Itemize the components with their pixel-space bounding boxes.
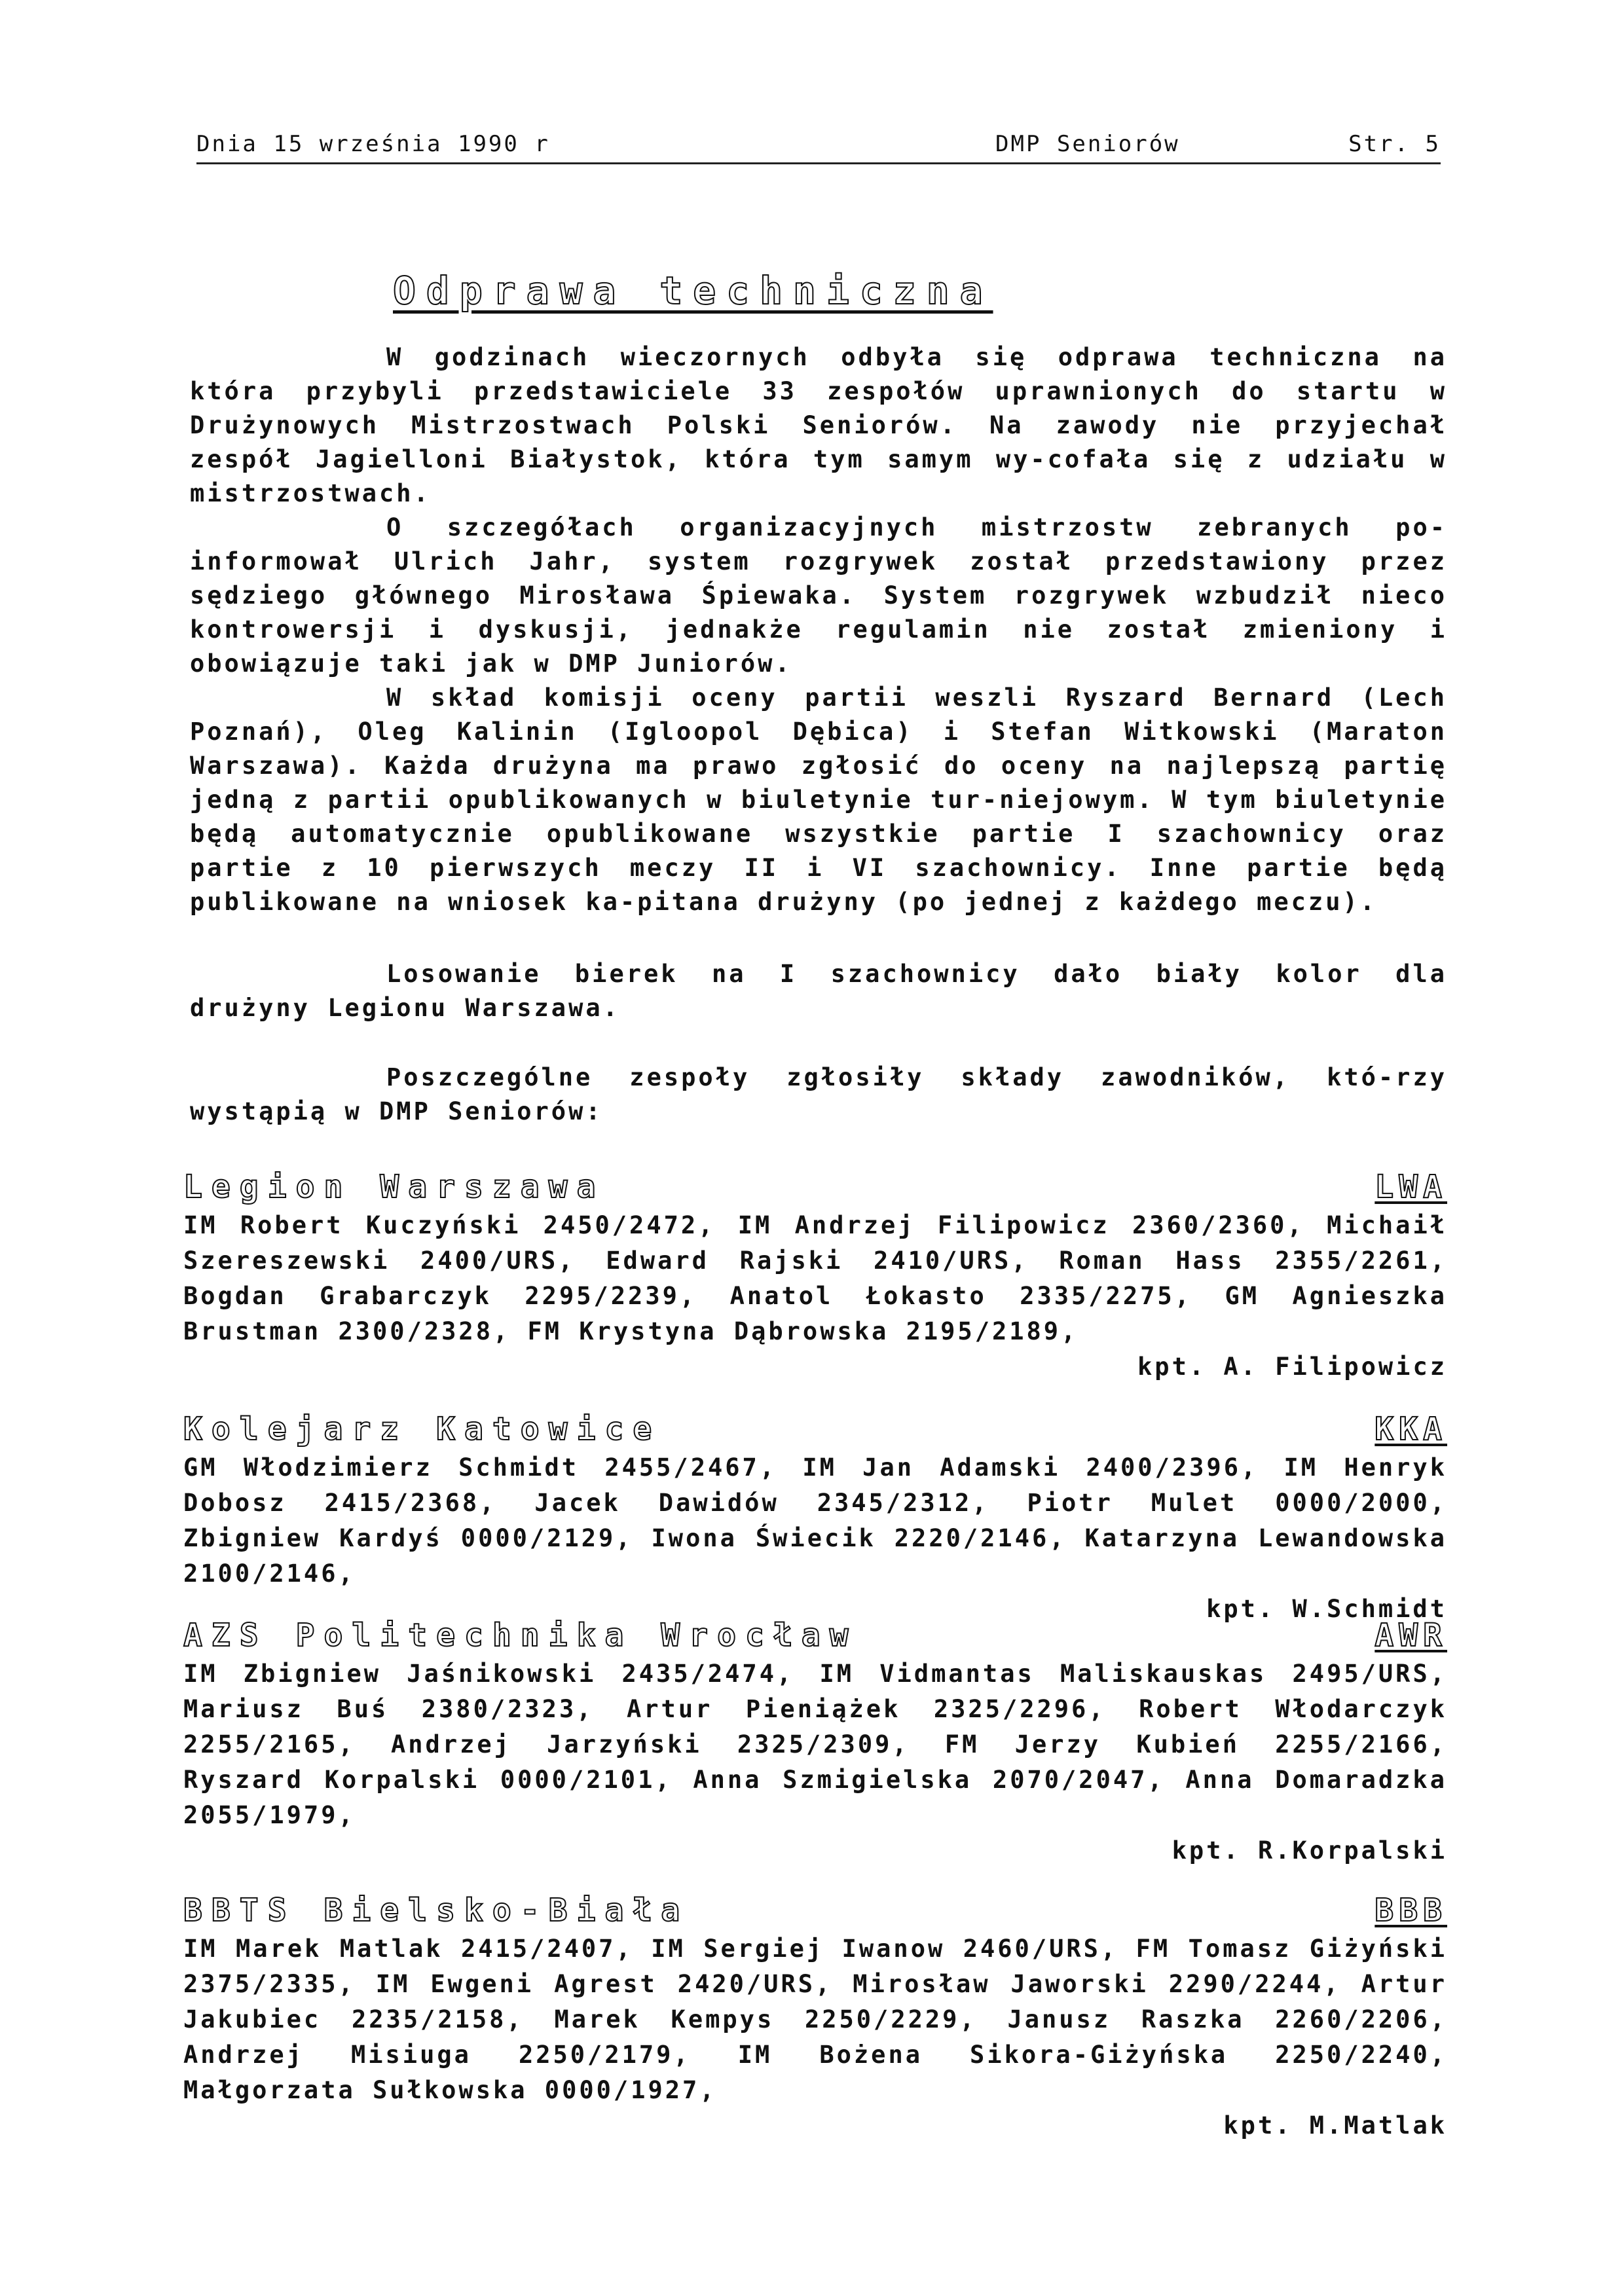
paragraph-4: Losowanie bierek na I szachownicy dało biały kolor dla drużyny Legionu Warszawa. <box>190 960 1447 1022</box>
team-code: LWA <box>1375 1169 1447 1205</box>
paragraph-1: W godzinach wieczornych odbyła się odprawa techniczna na która przybyli przedstawiciele 33 zespołów uprawnionych do startu w Drużynowych Mistrzostwach Polski Seniorów. Na zawody nie przyjechał zespół Jagielloni Białystok, która tym samym wy-cofała się z udziału w mistrzostwach. <box>190 343 1447 507</box>
team-code: KKA <box>1375 1411 1447 1448</box>
team-players: IM Robert Kuczyński 2450/2472, IM Andrzej Filipowicz 2360/2360, Michaił Szereszewski 2400/URS, Edward Rajski 2410/URS, Roman Hass 2355/2261, Bogdan Grabarczyk 2295/2239, Anatol Łokasto 2335/2275, GM Agnieszka Brustman 2300/2328, FM Krystyna Dąbrowska 2195/2189, <box>183 1211 1447 1345</box>
team-name: Kolejarz Katowice <box>183 1411 661 1448</box>
team-name: AZS Politechnika Wrocław <box>183 1617 858 1654</box>
team-players: IM Zbigniew Jaśnikowski 2435/2474, IM Vidmantas Maliskauskas 2495/URS, Mariusz Buś 2380/2323, Artur Pieniążek 2325/2296, Robert Włodarczyk 2255/2165, Andrzej Jarzyński 2325/2309, FM Jerzy Kubień 2255/2166, Ryszard Korpalski 0000/2101, Anna Szmigielska 2070/2047, Anna Domaradzka 2055/1979, <box>183 1660 1447 1829</box>
paragraph-3: W skład komisji oceny partii weszli Ryszard Bernard (Lech Poznań), Oleg Kalinin (Igloopol Dębica) i Stefan Witkowski (Maraton Warszawa). Każda drużyna ma prawo zgłosić do oceny na najlepszą partię jedną z partii opublikowanych w biuletynie tur-niejowym. W tym biuletynie będą automatycznie opublikowane wszystkie partie I szachownicy oraz partie z 10 pierwszych meczy II i VI szachownicy. Inne partie będą publikowane na wniosek ka-pitana drużyny (po jednej z każdego meczu). <box>190 683 1447 916</box>
team-block <box>183 1892 1447 2143</box>
page-header <box>196 131 1441 164</box>
team-captain: kpt. M.Matlak <box>1223 2111 1447 2140</box>
team-captain: kpt. A. Filipowicz <box>1137 1353 1447 1381</box>
team-code: AWR <box>1375 1617 1447 1654</box>
header-page-number: Str. 5 <box>1348 131 1441 157</box>
header-title: DMP Seniorów <box>995 131 1180 157</box>
team-captain: kpt. R.Korpalski <box>1172 1836 1447 1865</box>
team-name: BBTS Bielsko-Biała <box>183 1892 690 1929</box>
section-title: Odprawa techniczna <box>393 268 993 313</box>
paragraph-5: Poszczególne zespoły zgłosiły składy zawodników, któ-rzy wystąpią w DMP Seniorów: <box>190 1063 1447 1125</box>
team-block <box>183 1617 1447 1868</box>
team-block <box>183 1411 1447 1627</box>
team-players: GM Włodzimierz Schmidt 2455/2467, IM Jan Adamski 2400/2396, IM Henryk Dobosz 2415/2368, Jacek Dawidów 2345/2312, Piotr Mulet 0000/2000, Zbigniew Kardyś 0000/2129, Iwona Świecik 2220/2146, Katarzyna Lewandowska 2100/2146, <box>183 1453 1447 1588</box>
header-date: Dnia 15 września 1990 r <box>196 131 550 157</box>
paragraph-2: O szczegółach organizacyjnych mistrzostw zebranych po-informował Ulrich Jahr, system rozgrywek został przedstawiony przez sędziego głównego Mirosława Śpiewaka. System rozgrywek wzbudził nieco kontrowersji i dyskusji, jednakże regulamin nie został zmieniony i obowiązuje taki jak w DMP Juniorów. <box>190 513 1447 678</box>
team-block <box>183 1169 1447 1385</box>
team-captain: kpt. W.Schmidt <box>1206 1595 1447 1623</box>
team-name: Legion Warszawa <box>183 1169 605 1205</box>
team-code: BBB <box>1375 1892 1447 1929</box>
team-players: IM Marek Matlak 2415/2407, IM Sergiej Iwanow 2460/URS, FM Tomasz Giżyński 2375/2335, IM Ewgeni Agrest 2420/URS, Mirosław Jaworski 2290/2244, Artur Jakubiec 2235/2158, Marek Kempys 2250/2229, Janusz Raszka 2260/2206, Andrzej Misiuga 2250/2179, IM Bożena Sikora-Giżyńska 2250/2240, Małgorzata Sułkowska 0000/1927, <box>183 1935 1447 2104</box>
